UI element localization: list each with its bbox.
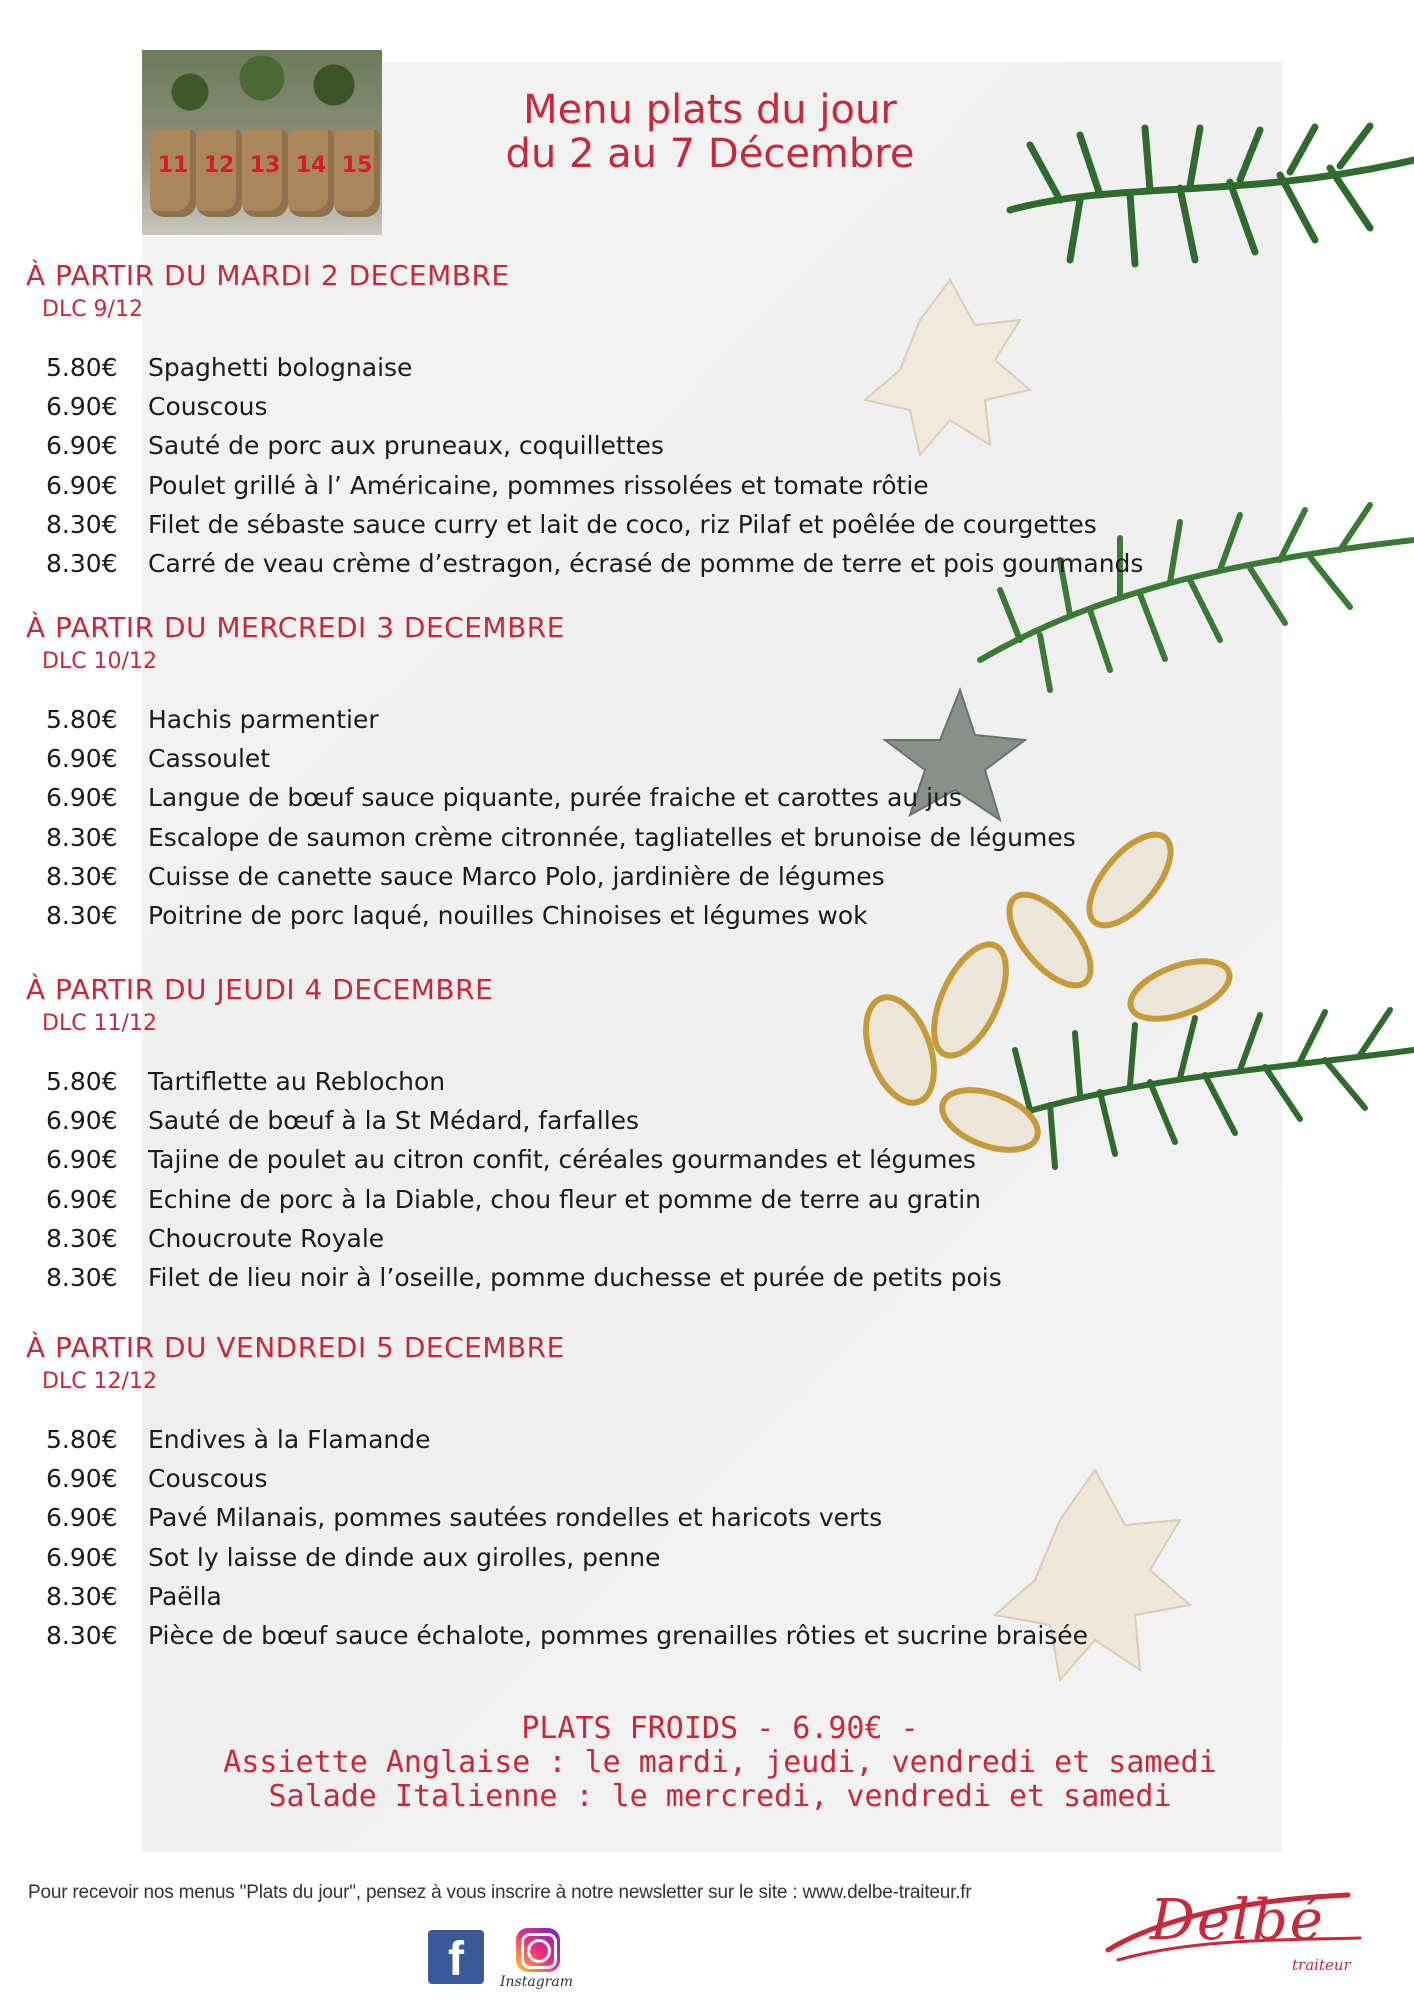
advent-sack: 14 (288, 129, 334, 217)
dish-row (26, 1062, 493, 1101)
dish-name: Echine de porc à la Diable, chou fleur et pomme de terre au gratin (148, 1184, 982, 1214)
dish-name: Sauté de bœuf à la St Médard, farfalles (148, 1106, 640, 1136)
advent-sack: 12 (196, 129, 242, 217)
title-line-1: Menu plats du jour (523, 87, 897, 133)
dish-row (26, 1616, 1089, 1655)
dish-row (26, 1420, 565, 1459)
advent-sack: 11 (150, 129, 196, 217)
dish-name: Escalope de saumon crème citronnée, tagliatelles et brunoise de légumes (148, 822, 1076, 852)
dish-name: Tajine de poulet au citron confit, céréales gourmandes et légumes (148, 1145, 976, 1175)
dish-row (26, 505, 1097, 544)
dish-name: Poitrine de porc laqué, nouilles Chinoises et légumes wok (148, 900, 868, 930)
dish-price: 8.30€ (46, 900, 118, 930)
dish-row (26, 1180, 982, 1219)
section-dlc: DLC 12/12 (42, 1369, 157, 1394)
dish-row (26, 1538, 661, 1577)
instagram-icon[interactable] (516, 1928, 560, 1972)
facebook-icon[interactable]: f (428, 1930, 484, 1984)
dish-price: 5.80€ (46, 1425, 118, 1454)
page-title (420, 88, 1000, 176)
dish-name: Poulet grillé à l’ Américaine, pommes rissolées et tomate rôtie (148, 470, 929, 500)
newsletter-text: Pour recevoir nos menus "Plats du jour", pensez à vous inscrire à notre newsletter sur le site : www.delbe-traiteur.fr (28, 1882, 972, 1903)
dish-row (26, 818, 1076, 857)
section-heading: À PARTIR DU MARDI 2 DECEMBRE (26, 259, 510, 292)
dish-price: 6.90€ (46, 1184, 118, 1214)
dish-price: 8.30€ (46, 861, 118, 891)
cold-dishes-line-1: Assiette Anglaise : le mardi, jeudi, vendredi et samedi (223, 1745, 1217, 1780)
section-heading: À PARTIR DU MERCREDI 3 DECEMBRE (26, 611, 565, 644)
dish-name: Sot ly laisse de dinde aux girolles, penne (148, 1542, 661, 1572)
dish-price: 5.80€ (46, 1067, 118, 1096)
dish-list (26, 348, 1144, 583)
dish-row (26, 1219, 493, 1258)
dish-price: 6.90€ (46, 470, 118, 500)
dish-name: Endives à la Flamande (148, 1425, 431, 1454)
dish-row (26, 387, 510, 426)
dish-price: 8.30€ (46, 822, 118, 852)
snowflake-icon (865, 280, 1030, 455)
dish-list (26, 1062, 1002, 1297)
dish-price: 8.30€ (46, 1620, 118, 1650)
dish-name: Tartiflette au Reblochon (148, 1067, 446, 1096)
advent-sack: 13 (242, 129, 288, 217)
section-heading: À PARTIR DU VENDREDI 5 DECEMBRE (26, 1331, 565, 1364)
dish-price: 6.90€ (46, 431, 118, 461)
dish-list (26, 700, 1076, 935)
menu-section-tuesday (26, 258, 1144, 583)
dish-row (26, 1577, 565, 1616)
dish-price: 8.30€ (46, 1581, 118, 1611)
dish-name: Spaghetti bolognaise (148, 353, 413, 382)
dish-price: 5.80€ (46, 705, 118, 734)
dish-price: 8.30€ (46, 548, 118, 578)
dish-row (26, 466, 929, 505)
dish-row (26, 857, 885, 896)
pine-branch-icon (1010, 126, 1414, 264)
dish-row (26, 739, 565, 778)
dish-row (26, 700, 565, 739)
dish-row (26, 1101, 640, 1140)
dish-row (26, 426, 664, 465)
dish-price: 6.90€ (46, 392, 118, 422)
section-dlc: DLC 9/12 (42, 297, 143, 322)
section-dlc: DLC 11/12 (42, 1011, 157, 1036)
dish-price: 8.30€ (46, 1262, 118, 1292)
cold-dishes-title: PLATS FROIDS - 6.90€ - (521, 1711, 919, 1746)
dish-price: 6.90€ (46, 1145, 118, 1175)
dish-row (26, 778, 962, 817)
title-line-2: du 2 au 7 Décembre (505, 131, 915, 177)
dish-name: Filet de sébaste sauce curry et lait de coco, riz Pilaf et poêlée de courgettes (148, 509, 1097, 539)
christmas-decoration (860, 120, 1414, 1700)
dish-name: Carré de veau crème d’estragon, écrasé de pomme de terre et pois gourmands (148, 548, 1144, 578)
dish-row (26, 1140, 976, 1179)
delbe-logo-text: Delbé (1150, 1888, 1325, 1953)
dish-row (26, 348, 510, 387)
section-heading: À PARTIR DU JEUDI 4 DECEMBRE (26, 973, 494, 1006)
dish-row (26, 544, 1144, 583)
dish-price: 6.90€ (46, 1106, 118, 1136)
dish-name: Pièce de bœuf sauce échalote, pommes grenailles rôties et sucrine braisée (148, 1620, 1089, 1650)
delbe-logo-subtitle: traiteur (1292, 1956, 1351, 1974)
dish-name: Cassoulet (148, 744, 271, 774)
dish-name: Langue de bœuf sauce piquante, purée fraiche et carottes au jus (148, 783, 962, 813)
menu-section-wednesday (26, 610, 1076, 935)
dish-name: Hachis parmentier (148, 705, 379, 734)
dish-row (26, 1498, 883, 1537)
dish-price: 6.90€ (46, 1542, 118, 1572)
dish-row (26, 896, 868, 935)
dish-row (26, 1258, 1002, 1297)
pine-branch-icon (1000, 1010, 1414, 1167)
dish-name: Filet de lieu noir à l’oseille, pomme duchesse et purée de petits pois (148, 1262, 1002, 1292)
dish-row (26, 1459, 565, 1498)
garland-icon (142, 50, 382, 120)
cold-dishes-line-2: Salade Italienne : le mercredi, vendredi et samedi (268, 1779, 1172, 1814)
cold-dishes-block (200, 1712, 1240, 1814)
dish-name: Choucroute Royale (148, 1223, 385, 1253)
dish-name: Cuisse de canette sauce Marco Polo, jardinière de légumes (148, 861, 885, 891)
section-dlc: DLC 10/12 (42, 649, 157, 674)
dish-name: Couscous (148, 392, 268, 422)
dish-name: Couscous (148, 1464, 268, 1494)
dish-price: 8.30€ (46, 1223, 118, 1253)
dish-price: 6.90€ (46, 783, 118, 813)
advent-sack: 15 (334, 129, 380, 217)
dish-price: 6.90€ (46, 1503, 118, 1533)
instagram-label: Instagram (500, 1974, 573, 1990)
dish-price: 5.80€ (46, 353, 118, 382)
dish-name: Pavé Milanais, pommes sautées rondelles et haricots verts (148, 1503, 883, 1533)
dish-price: 6.90€ (46, 744, 118, 774)
dish-price: 8.30€ (46, 509, 118, 539)
dish-price: 6.90€ (46, 1464, 118, 1494)
menu-section-friday (26, 1330, 1089, 1655)
menu-section-thursday (26, 972, 1002, 1297)
dish-name: Sauté de porc aux pruneaux, coquillettes (148, 431, 664, 461)
dish-name: Paëlla (148, 1581, 222, 1611)
dish-list (26, 1420, 1089, 1655)
advent-calendar-photo (142, 50, 382, 235)
